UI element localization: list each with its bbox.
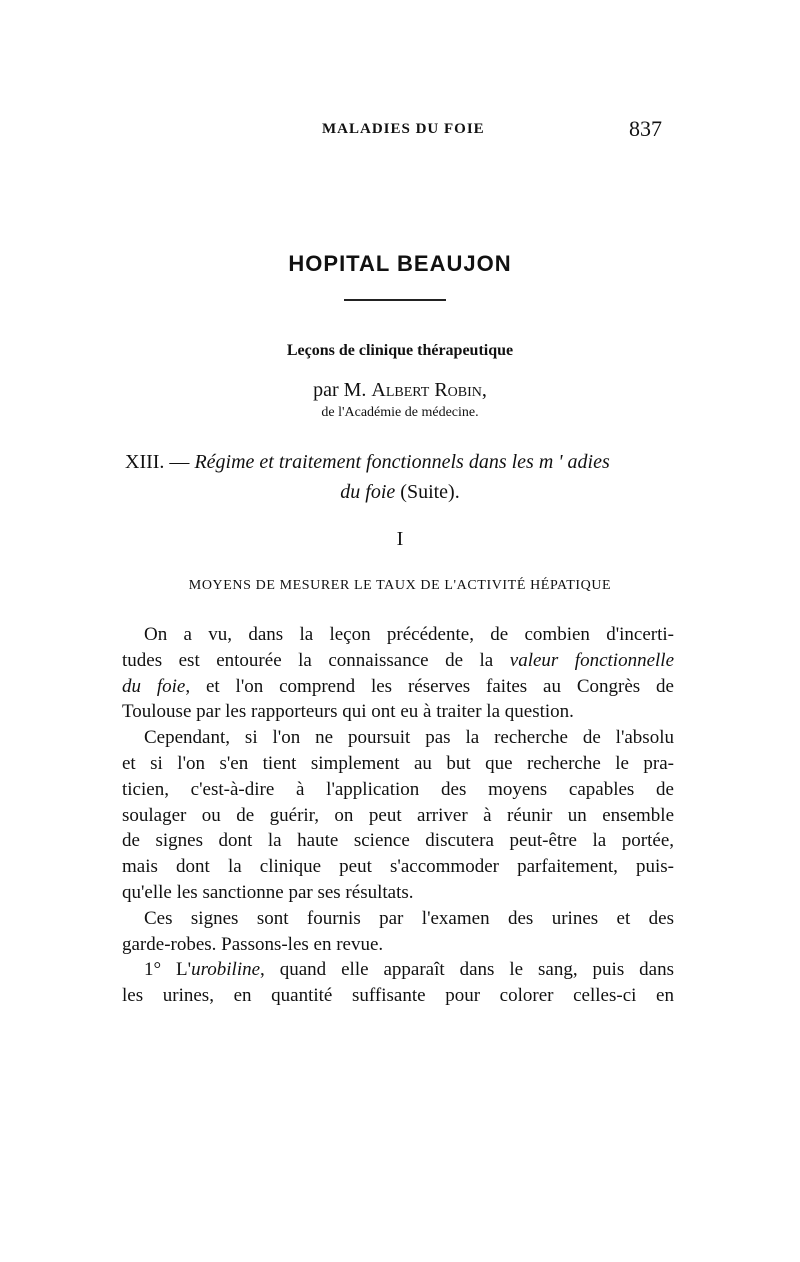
page-number: 837 bbox=[629, 116, 662, 141]
text-line: On a vu, dans la leçon précédente, de combien d'incerti- bbox=[144, 624, 674, 645]
text-line bbox=[122, 674, 674, 700]
text-line: ticien, c'est-à-dire à l'application des moyens capables de bbox=[122, 778, 674, 800]
author-prefix: par M. bbox=[313, 379, 367, 401]
text-line: Toulouse par les rapporteurs qui ont eu à traiter la question. bbox=[122, 701, 574, 723]
text-span: 1° L' bbox=[144, 959, 192, 981]
text-span: , quand elle apparaît dans le sang, puis dans bbox=[260, 959, 674, 981]
italic-phrase: valeur fonctionnelle bbox=[509, 649, 675, 671]
text-line: Cependant, si l'on ne poursuit pas la recherche de l'absolu bbox=[144, 727, 674, 749]
text-line: et si l'on s'en tient simplement au but que recherche le pra- bbox=[122, 752, 674, 774]
author-affiliation: de l'Académie de médecine. bbox=[321, 405, 479, 420]
author-name: Albert Robin, bbox=[371, 379, 487, 401]
text-span: tudes est entourée la connaissance de la bbox=[122, 649, 494, 671]
text-line: garde-robes. Passons-les en revue. bbox=[122, 933, 384, 955]
lesson-title-suffix: (Suite). bbox=[400, 481, 460, 503]
lesson-title-line2 bbox=[0, 481, 800, 504]
main-title: HOPITAL BEAUJON bbox=[288, 251, 512, 276]
author-line bbox=[0, 379, 800, 402]
text-line: qu'elle les sanctionne par ses résultats. bbox=[122, 881, 414, 903]
title-rule bbox=[344, 299, 446, 301]
lesson-title-italic-2: du foie bbox=[340, 481, 396, 503]
text-span: , et l'on comprend les réserves faites au Congrès de bbox=[185, 675, 674, 697]
lesson-number: XIII. — bbox=[125, 451, 190, 473]
text-line bbox=[122, 648, 674, 674]
italic-phrase: urobiline bbox=[191, 959, 261, 981]
text-line bbox=[122, 957, 674, 983]
text-line: soulager ou de guérir, on peut arriver à réunir un ensemble bbox=[122, 804, 674, 826]
running-head: MALADIES DU FOIE bbox=[322, 121, 485, 137]
text-line: mais dont la clinique peut s'accommoder parfaitement, puis- bbox=[122, 856, 674, 878]
text-line: Ces signes sont fournis par l'examen des urines et des bbox=[144, 907, 674, 929]
text-line: de signes dont la haute science discutera peut-être la portée, bbox=[122, 830, 674, 852]
lesson-title-line1 bbox=[125, 451, 685, 474]
lesson-title-italic: Régime et traitement fonctionnels dans les m ' adies bbox=[194, 451, 610, 473]
text-line: les urines, en quantité suffisante pour colorer celles-ci en bbox=[122, 985, 674, 1007]
section-heading: MOYENS DE MESURER LE TAUX DE L'ACTIVITÉ HÉPATIQUE bbox=[188, 578, 612, 593]
section-number: I bbox=[396, 528, 404, 550]
body-text bbox=[122, 622, 674, 1009]
subtitle: Leçons de clinique thérapeutique bbox=[286, 342, 514, 359]
italic-phrase: du foie bbox=[122, 675, 186, 697]
